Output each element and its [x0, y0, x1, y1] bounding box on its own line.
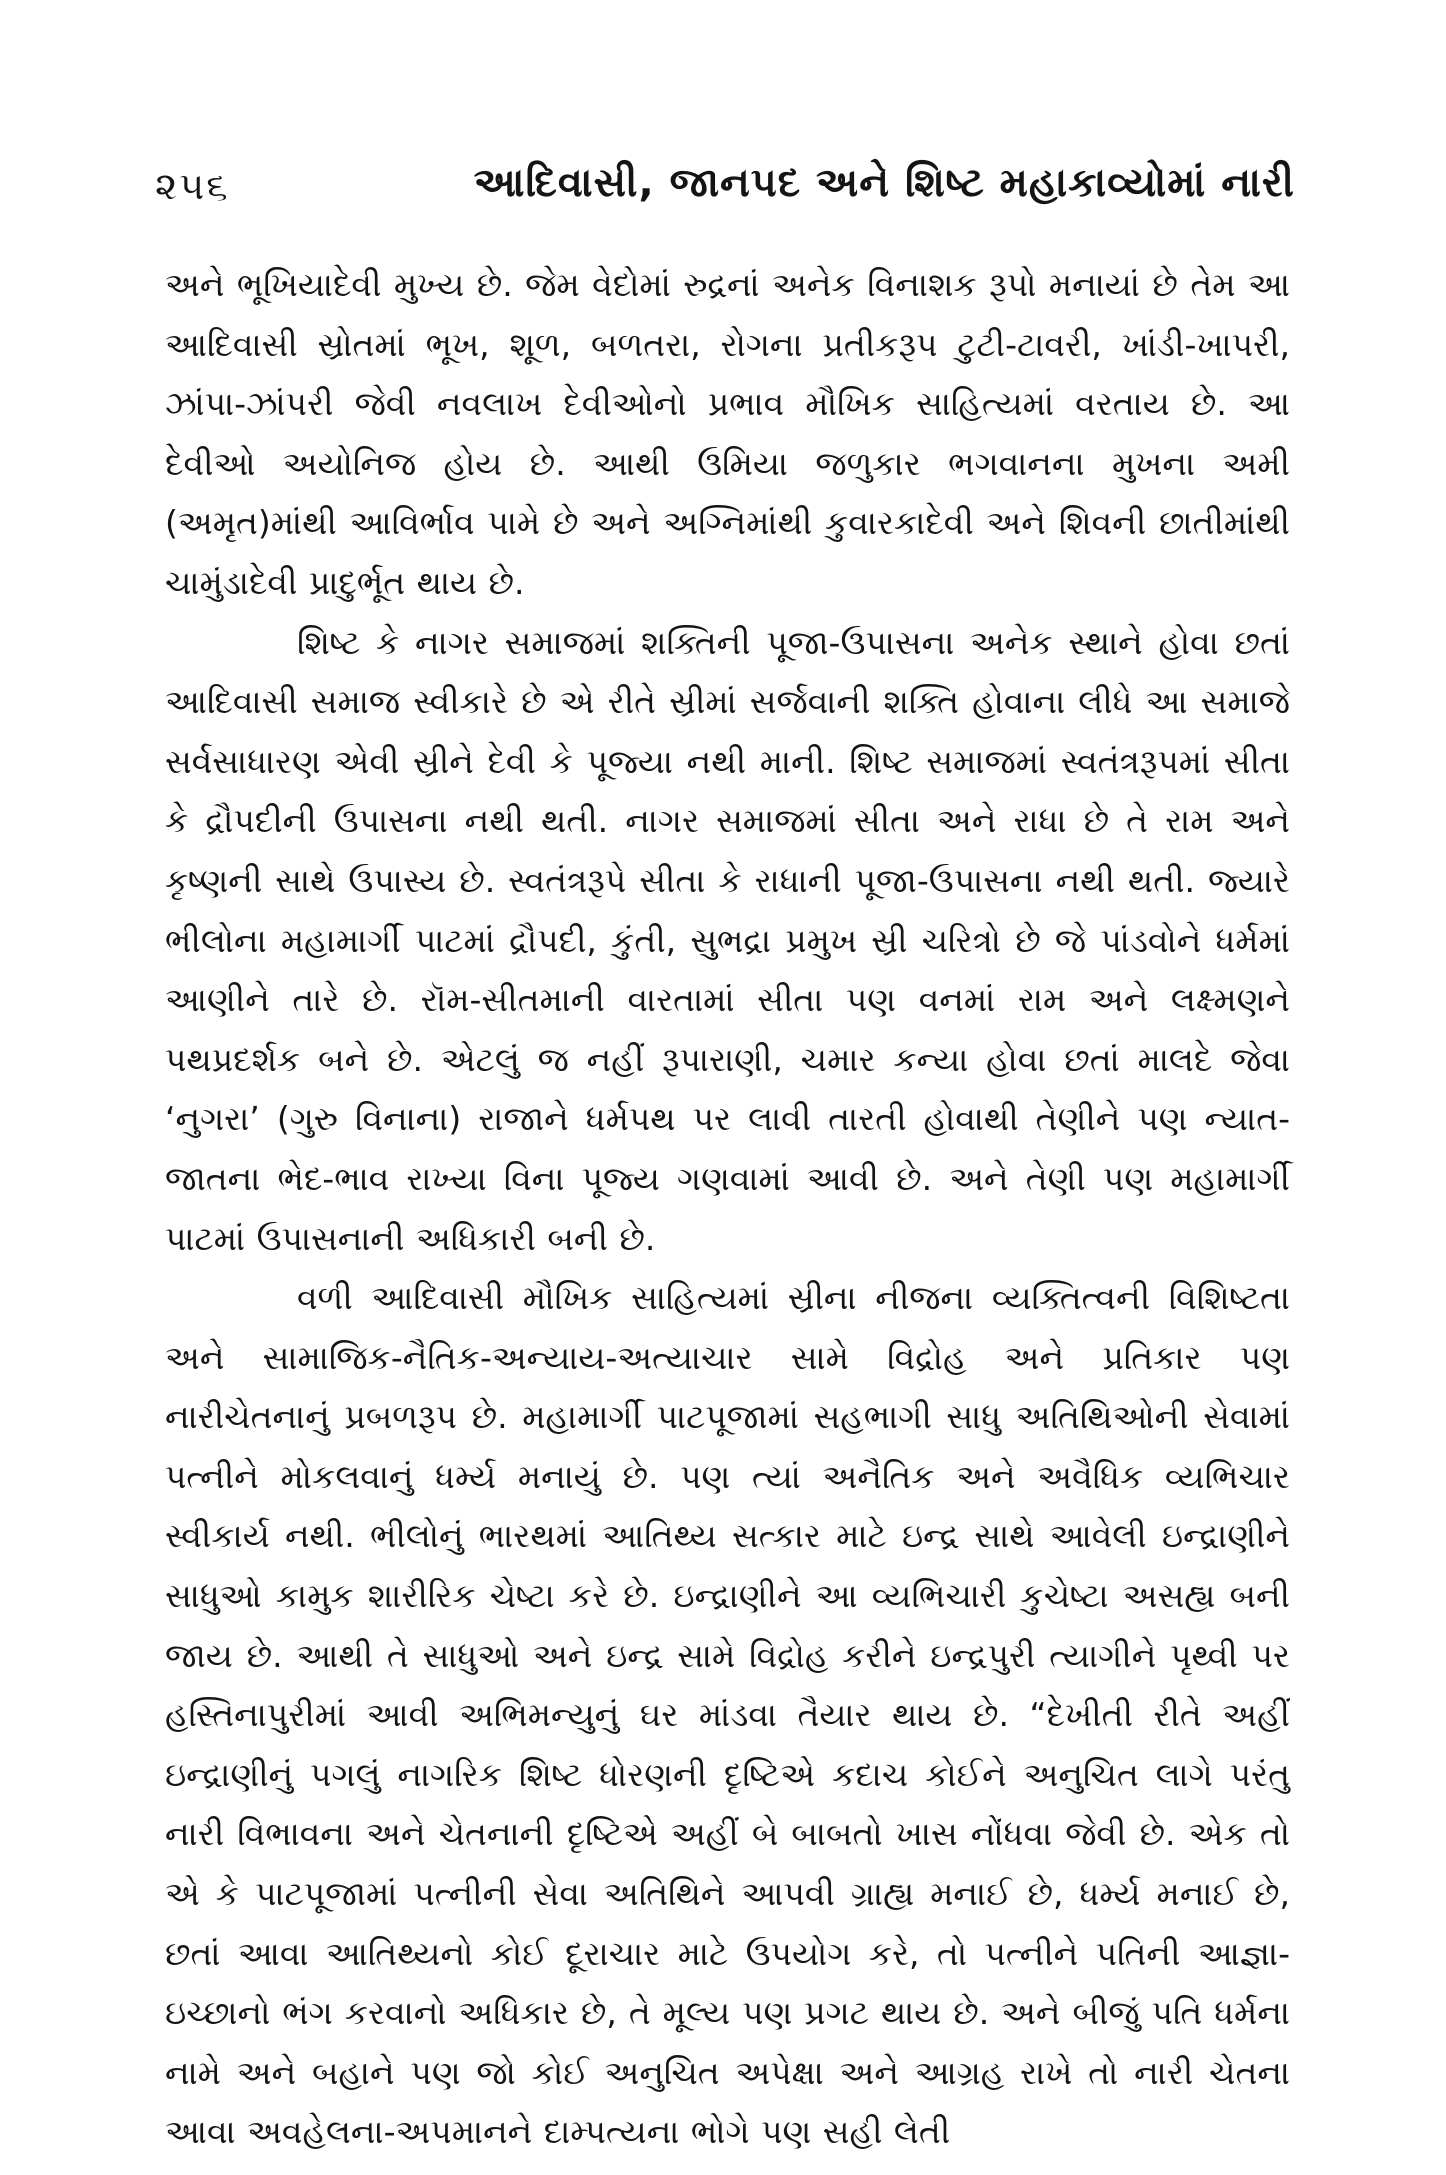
running-title: આદિવાસી, જાનપદ અને શિષ્ટ મહાકાવ્યોમાં નારી: [473, 160, 1295, 206]
page-number: ૨૫૬: [155, 164, 230, 208]
paragraph-1: અને ભૂખિયાદેવી મુખ્ય છે. જેમ વેદોમાં રુદ્રનાં અનેક વિનાશક રૂપો મનાયાં છે તેમ આ આદિવાસી સ્રોતમાં ભૂખ, શૂળ, બળતરા, રોગના પ્રતીકરૂપ ટુટી-ટાવરી, ખાંડી-ખાપરી, ઝાંપા-ઝાંપરી જેવી નવલાખ દેવીઓનો પ્રભાવ મૌખિક સાહિત્યમાં વરતાય છે. આ દેવીઓ અયોનિજ હોય છે. આથી ઉમિયા જળુકાર ભગવાનના મુખના અમી (અમૃત)માંથી આવિર્ભાવ પામે છે અને અગ્નિમાંથી કુવારકાદેવી અને શિવની છાતીમાંથી ચામુંડાદેવી પ્રાદુર્ભૂત થાય છે.: [165, 265, 1290, 602]
body-text: [165, 255, 1290, 2162]
paragraph-2: શિષ્ટ કે નાગર સમાજમાં શક્તિની પૂજા-ઉપાસના અનેક સ્થાને હોવા છતાં આદિવાસી સમાજ સ્વીકારે છે એ રીતે સ્રીમાં સર્જવાની શક્તિ હોવાના લીધે આ સમાજે સર્વસાધારણ એવી સ્રીને દેવી કે પૂજ્યા નથી માની. શિષ્ટ સમાજમાં સ્વતંત્રરૂપમાં સીતા કે દ્રૌપદીની ઉપાસના નથી થતી. નાગર સમાજમાં સીતા અને રાધા છે તે રામ અને કૃષ્ણની સાથે ઉપાસ્ય છે. સ્વતંત્રરૂપે સીતા કે રાધાની પૂજા-ઉપાસના નથી થતી. જ્યારે ભીલોના મહામાર્ગી પાટમાં દ્રૌપદી, કુંતી, સુભદ્રા પ્રમુખ સ્રી ચરિત્રો છે જે પાંડવોને ધર્મમાં આણીને તારે છે. રૉમ-સીતમાની વારતામાં સીતા પણ વનમાં રામ અને લક્ષ્મણને પથપ્રદર્શક બને છે. એટલું જ નહીં રૂપારાણી, ચમાર કન્યા હોવા છતાં માલદે જેવા ‘નુગરા’ (ગુરુ વિનાના) રાજાને ધર્મપથ પર લાવી તારતી હોવાથી તેણીને પણ ન્યાત-જાતના ભેદ-ભાવ રાખ્યા વિના પૂજ્ય ગણવામાં આવી છે. અને તેણી પણ મહામાર્ગી પાટમાં ઉપાસનાની અધિકારી બની છે.: [165, 622, 1290, 1258]
page-header: [155, 160, 1295, 220]
paragraph-3: વળી આદિવાસી મૌખિક સાહિત્યમાં સ્રીના નીજના વ્યક્તિત્વની વિશિષ્ટતા અને સામાજિક-નૈતિક-અન્યાય-અત્યાચાર સામે વિદ્રોહ અને પ્રતિકાર પણ નારીચેતનાનું પ્રબળરૂપ છે. મહામાર્ગી પાટપૂજામાં સહભાગી સાધુ અતિથિઓની સેવામાં પત્નીને મોકલવાનું ધર્મ્ય મનાયું છે. પણ ત્યાં અનૈતિક અને અવૈધિક વ્યભિચાર સ્વીકાર્ય નથી. ભીલોનું ભારથમાં આતિથ્ય સત્કાર માટે ઇન્દ્ર સાથે આવેલી ઇન્દ્રાણીને સાધુઓ કામુક શારીરિક ચેષ્ટા કરે છે. ઇન્દ્રાણીને આ વ્યભિચારી કુચેષ્ટા અસહ્ય બની જાય છે. આથી તે સાધુઓ અને ઇન્દ્ર સામે વિદ્રોહ કરીને ઇન્દ્રપુરી ત્યાગીને પૃથ્વી પર હસ્તિનાપુરીમાં આવી અભિમન્યુનું ઘર માંડવા તૈયાર થાય છે. “દેખીતી રીતે અહીં ઇન્દ્રાણીનું પગલું નાગરિક શિષ્ટ ધોરણની દૃષ્ટિએ કદાચ કોઈને અનુચિત લાગે પરંતુ નારી વિભાવના અને ચેતનાની દૃષ્ટિએ અહીં બે બાબતો ખાસ નોંધવા જેવી છે. એક તો એ કે પાટપૂજામાં પત્નીની સેવા અતિથિને આપવી ગ્રાહ્ય મનાઈ છે, ધર્મ્ય મનાઈ છે, છતાં આવા આતિથ્યનો કોઈ દૂરાચાર માટે ઉપયોગ કરે, તો પત્નીને પતિની આજ્ઞા-ઇચ્છાનો ભંગ કરવાનો અધિકાર છે, તે મૂલ્ય પણ પ્રગટ થાય છે. અને બીજું પતિ ધર્મના નામે અને બહાને પણ જો કોઈ અનુચિત અપેક્ષા અને આગ્રહ રાખે તો નારી ચેતના આવા અવહેલના-અપમાનને દામ્પત્યના ભોગે પણ સહી લેતી: [165, 1278, 1290, 2152]
